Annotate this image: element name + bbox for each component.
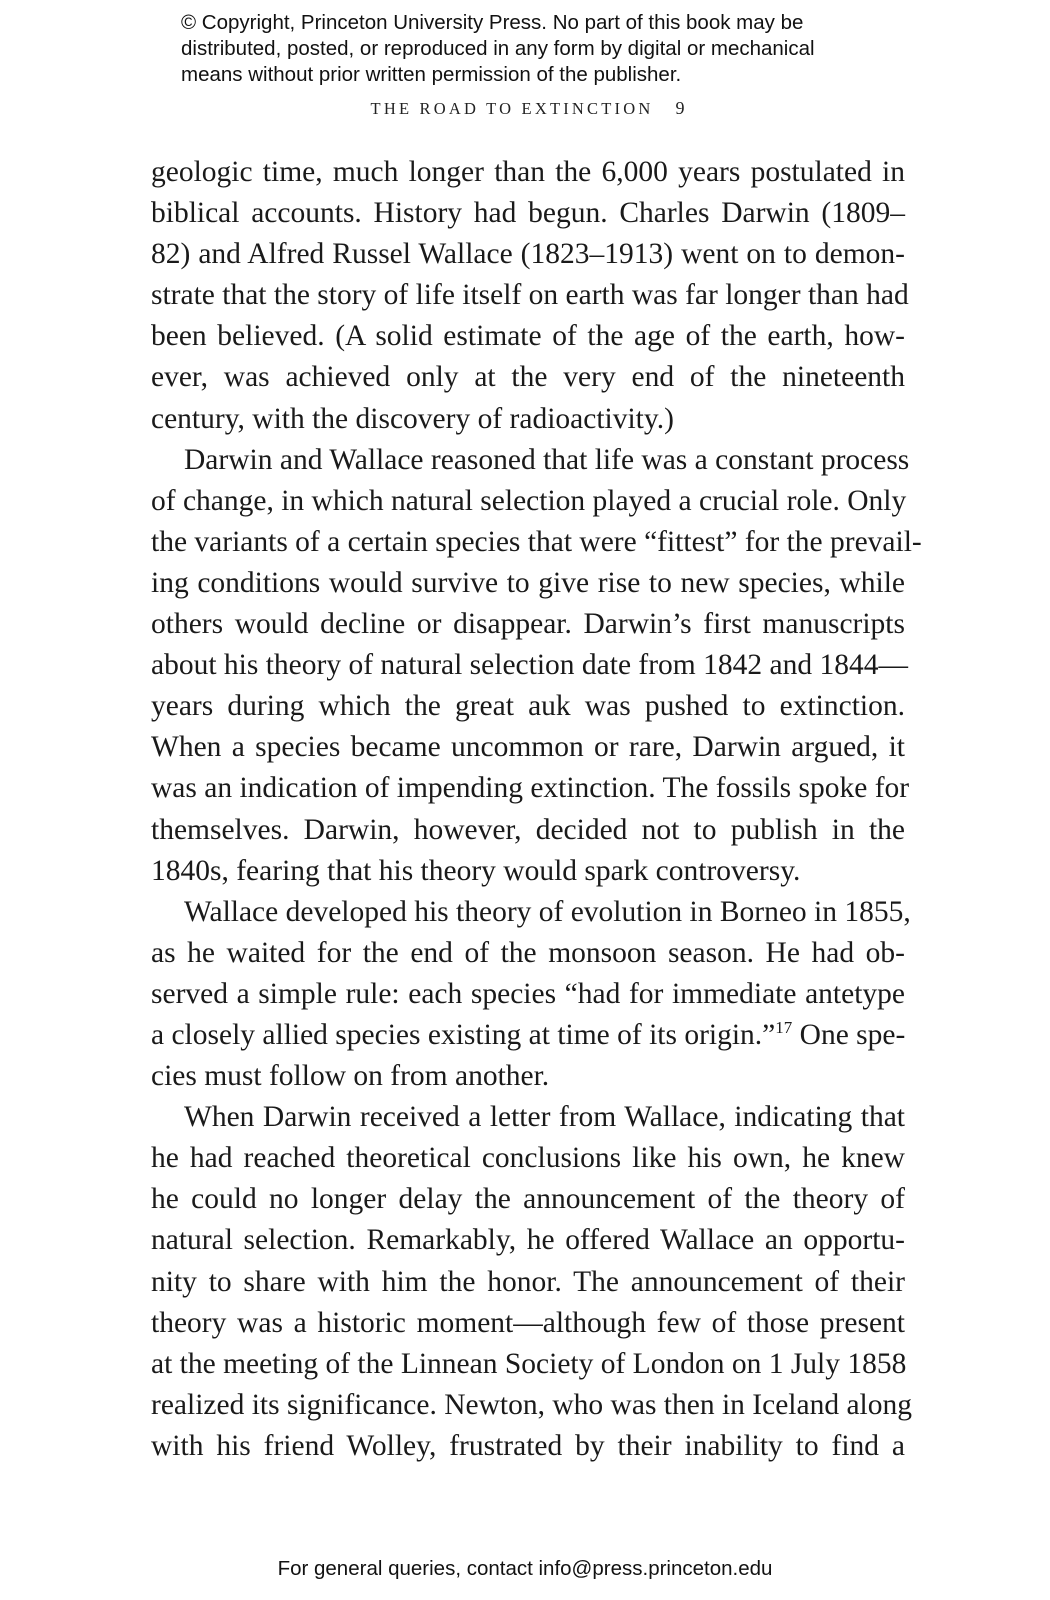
text-line: nity to share with him the honor. The announcement of their — [151, 1265, 905, 1298]
text-line: with his friend Wolley, frustrated by their inability to find a — [151, 1429, 905, 1462]
text-line: years during which the great auk was pushed to extinction. — [151, 690, 905, 723]
text-line: Wallace developed his theory of evolution in Borneo in 1855, — [184, 895, 911, 928]
text-line: of change, in which natural selection played a crucial role. Only — [151, 484, 907, 517]
text-segment: a closely allied species existing at time of its origin.” — [151, 1018, 776, 1051]
text-line: 1840s, fearing that his theory would spark controversy. — [151, 854, 801, 887]
page-number: 9 — [675, 98, 685, 118]
copyright-line: means without prior written permission of the publisher. — [181, 63, 682, 86]
text-line: at the meeting of the Linnean Society of London on 1 July 1858 — [151, 1347, 907, 1380]
footnote-ref[interactable]: 17 — [775, 1017, 793, 1037]
text-line: was an indication of impending extinction. The fossils spoke for — [151, 772, 910, 805]
text-line-with-footnote — [151, 1015, 905, 1056]
text-line: When a species became uncommon or rare, Darwin argued, it — [151, 731, 905, 764]
text-line: ever, was achieved only at the very end of the nineteenth — [151, 361, 905, 394]
text-line: century, with the discovery of radioactivity.) — [151, 402, 674, 435]
text-line: theory was a historic moment—although few of those present — [151, 1306, 905, 1339]
copyright-line: © Copyright, Princeton University Press. No part of this book may be — [181, 11, 804, 34]
text-line: strate that the story of life itself on earth was far longer than had — [151, 279, 909, 312]
text-line: geologic time, much longer than the 6,000 years postulated in — [151, 156, 905, 188]
running-head — [150, 98, 905, 119]
body-text — [151, 152, 922, 1467]
text-line: served a simple rule: each species “had for immediate antetype — [151, 977, 905, 1010]
text-line: themselves. Darwin, however, decided not to publish in the — [151, 813, 905, 846]
running-head-title: THE ROAD TO EXTINCTION — [370, 99, 654, 118]
text-segment: One spe- — [792, 1018, 906, 1051]
text-line: natural selection. Remarkably, he offered Wallace an opportu- — [151, 1224, 905, 1257]
footer-contact: For general queries, contact info@press.princeton.edu — [277, 1557, 773, 1580]
text-line: as he waited for the end of the monsoon season. He had ob- — [151, 936, 905, 969]
text-line: others would decline or disappear. Darwin’s first manuscripts — [151, 608, 905, 641]
text-line: been believed. (A solid estimate of the age of the earth, how- — [151, 320, 905, 353]
text-line: Darwin and Wallace reasoned that life was a constant process — [184, 443, 910, 476]
text-line: When Darwin received a letter from Wallace, indicating that — [184, 1101, 905, 1134]
text-line: about his theory of natural selection date from 1842 and 1844— — [151, 649, 908, 682]
text-line: he could no longer delay the announcement of the theory of — [151, 1183, 905, 1216]
text-line: the variants of a certain species that were “fittest” for the prevail- — [151, 525, 922, 558]
copyright-notice — [181, 10, 901, 88]
text-line: realized its significance. Newton, who was then in Iceland along — [151, 1388, 913, 1421]
copyright-line: distributed, posted, or reproduced in any form by digital or mechanical — [181, 37, 815, 60]
text-line: 82) and Alfred Russel Wallace (1823–1913) went on to demon- — [151, 238, 905, 271]
text-line: biblical accounts. History had begun. Charles Darwin (1809– — [151, 197, 905, 230]
text-line: he had reached theoretical conclusions like his own, he knew — [151, 1142, 905, 1175]
text-line: cies must follow on from another. — [151, 1060, 550, 1093]
text-line: ing conditions would survive to give rise to new species, while — [151, 566, 905, 599]
